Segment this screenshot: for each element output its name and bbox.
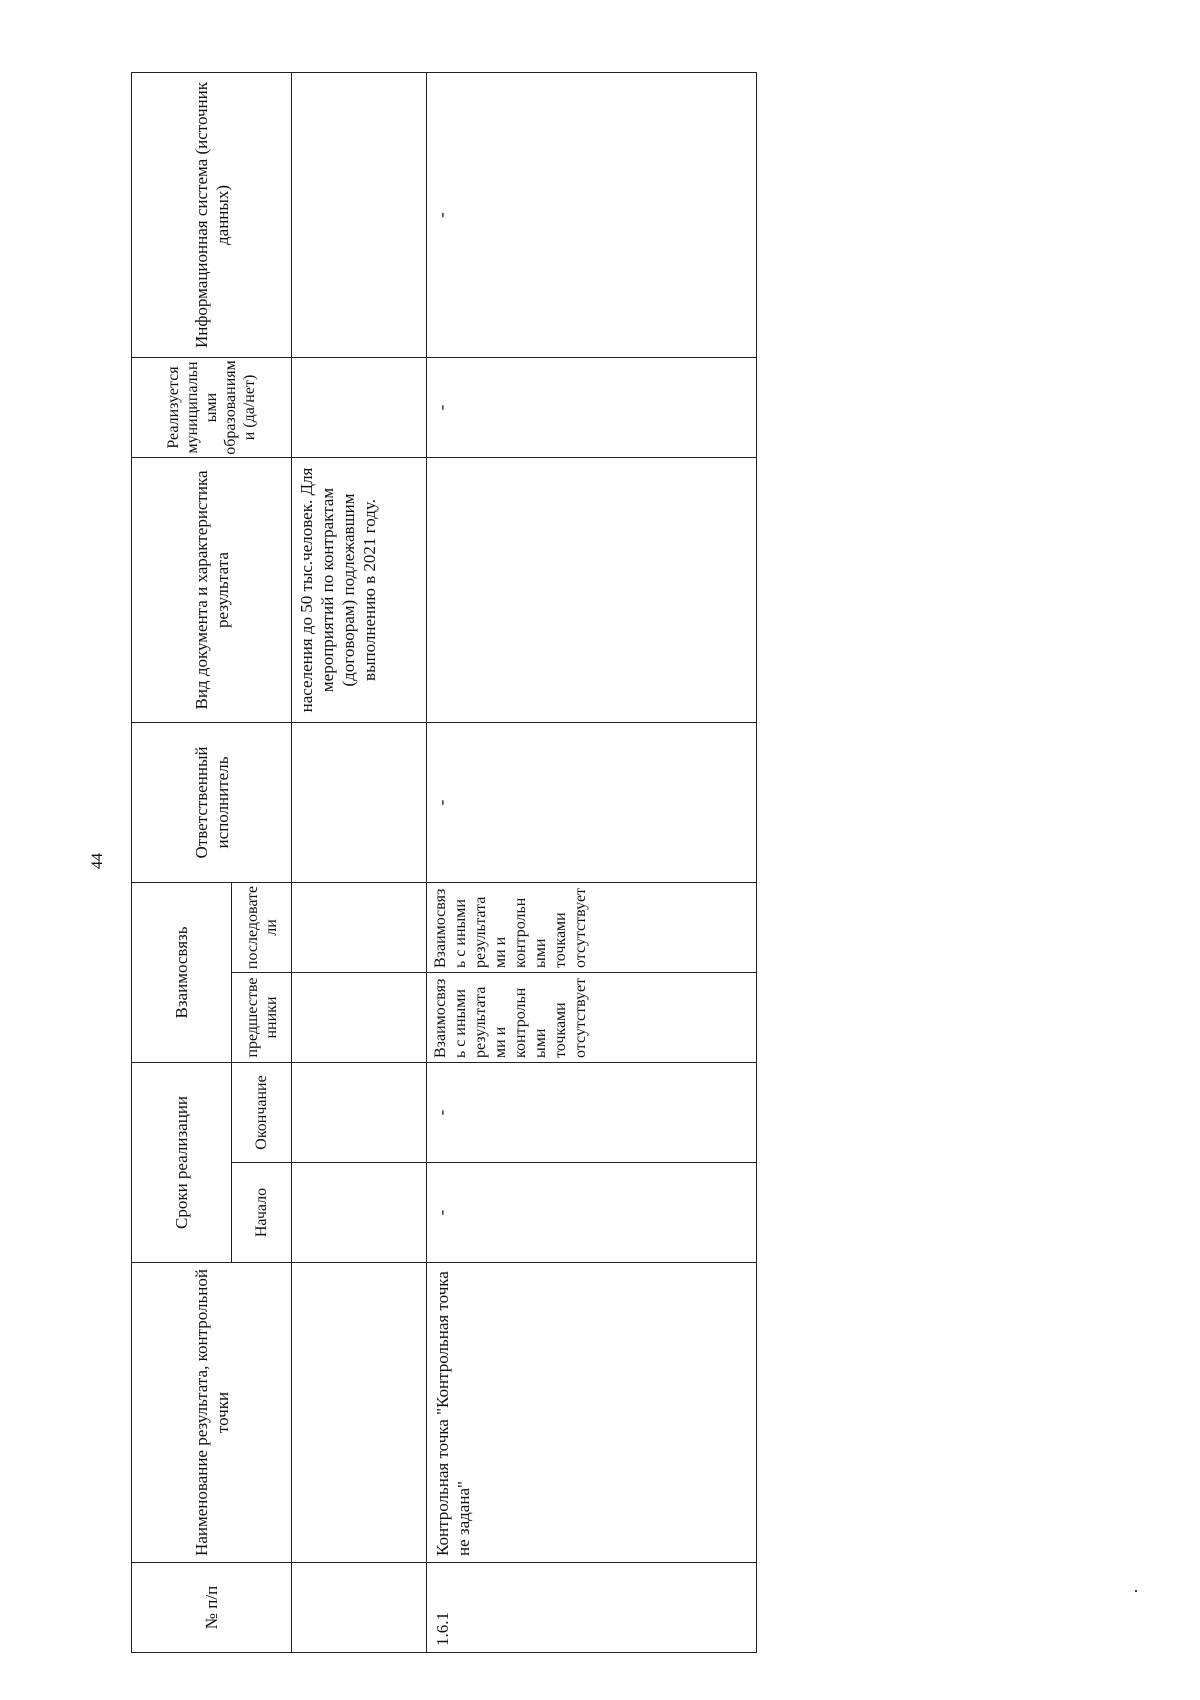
table-row-continuation (292, 72, 427, 1652)
header-relation-pred: предшественники (232, 973, 292, 1063)
cell-pred (292, 973, 427, 1063)
cell-executor: - (427, 722, 757, 882)
table-row-1-6-1 (427, 72, 757, 1652)
cell-municipal (292, 357, 427, 457)
header-info-system: Информационная система (источник данных) (132, 72, 292, 357)
cell-succ: Взаимосвязь с иными результатами и контрольными точками отсутствует (427, 882, 757, 972)
header-relation: Взаимосвязь (132, 882, 232, 1062)
cell-municipal: - (427, 357, 757, 457)
cell-start (292, 1163, 427, 1263)
cell-name: Контрольная точка "Контрольная точка не задана" (427, 1263, 757, 1563)
header-num: № п/п (132, 1563, 292, 1653)
cell-num (292, 1563, 427, 1653)
cell-succ (292, 882, 427, 972)
cell-num: 1.6.1 (427, 1563, 757, 1653)
cell-end (292, 1063, 427, 1163)
cell-doc-type: населения до 50 тыс.человек. Для мероприятий по контрактам (договорам) подлежавшим выполнению в 2021 году. (292, 457, 427, 722)
cell-info-system (292, 72, 427, 357)
cell-end: - (427, 1063, 757, 1163)
header-doc-type: Вид документа и характеристика результата (132, 457, 292, 722)
header-period-start: Начало (232, 1163, 292, 1263)
cell-doc-type (427, 457, 757, 722)
document-table-rotated (131, 73, 756, 1653)
header-relation-succ: последователи (232, 882, 292, 972)
header-municipal: Реализуется муниципальными образованиями (да/нет) (132, 357, 292, 457)
results-table (131, 72, 757, 1653)
header-name: Наименование результата, контрольной точки (132, 1263, 292, 1563)
cell-pred: Взаимосвязь с иными результатами и контрольными точками отсутствует (427, 973, 757, 1063)
header-executor: Ответственный исполнитель (132, 722, 292, 882)
cell-start: - (427, 1163, 757, 1263)
cell-info-system: - (427, 72, 757, 357)
header-period: Сроки реализации (132, 1063, 232, 1263)
header-row-1 (132, 72, 232, 1652)
scan-speck (1135, 1590, 1137, 1592)
page-number: 44 (89, 853, 106, 869)
header-period-end: Окончание (232, 1063, 292, 1163)
cell-name (292, 1263, 427, 1563)
cell-executor (292, 722, 427, 882)
